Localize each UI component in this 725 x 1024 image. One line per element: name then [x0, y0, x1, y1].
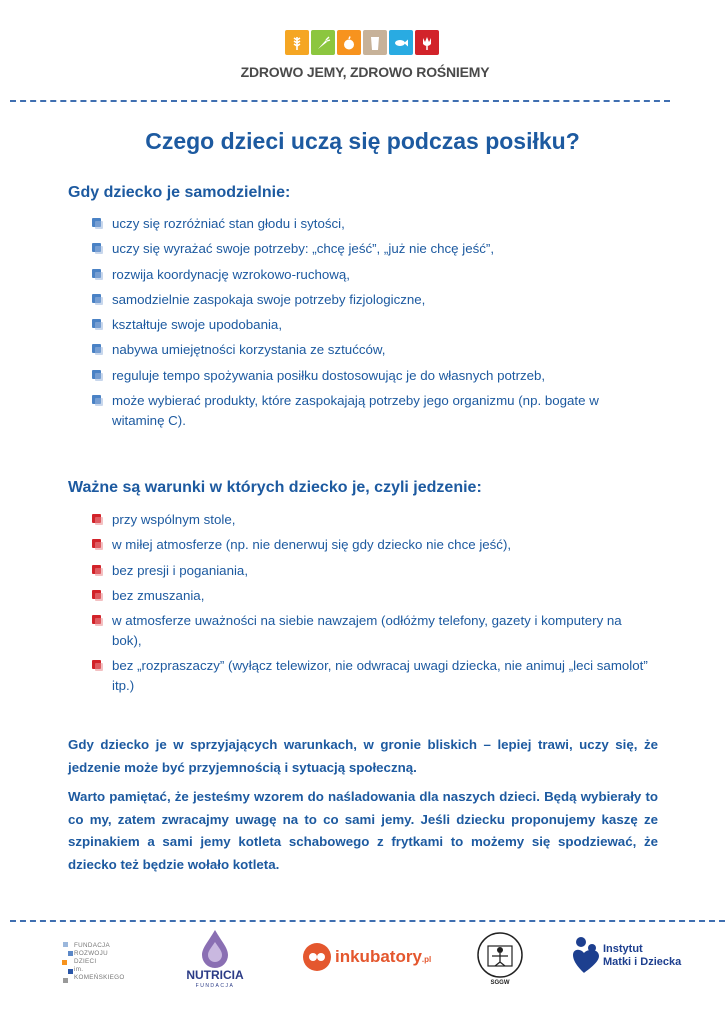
- self-feeding-list: [92, 214, 652, 436]
- list-item: [92, 586, 652, 606]
- list-item-text: nabywa umiejętności korzystania ze sztućców,: [112, 342, 386, 358]
- inkubatory-suffix: .pl: [421, 955, 432, 964]
- imd-line-1: Instytut: [603, 943, 643, 955]
- list-item: [92, 315, 652, 335]
- bullet-icon: [92, 395, 103, 406]
- list-item-text: uczy się wyrażać swoje potrzeby: „chcę jeść”, „już nie chcę jeść”,: [112, 241, 495, 257]
- nutricia-name: NUTRICIA: [186, 968, 244, 982]
- list-item: [92, 366, 652, 386]
- bullet-icon: [92, 565, 103, 576]
- fundacja-line-3: im. KOMEŃSKIEGO: [74, 966, 125, 981]
- list-item: [92, 656, 652, 696]
- list-item: [92, 535, 652, 555]
- fundacja-line-2: ROZWOJU DZIECI: [74, 950, 108, 965]
- list-item-text: bez zmuszania,: [112, 587, 205, 603]
- imd-text: [603, 943, 681, 969]
- bullet-icon: [92, 243, 103, 254]
- wheat-icon: [285, 30, 309, 55]
- sggw-label: SGGW: [490, 980, 510, 986]
- imd-line-2: Matki i Dziecka: [603, 956, 682, 968]
- list-item: [92, 611, 652, 651]
- list-item: [92, 561, 652, 581]
- bullet-icon: [92, 590, 103, 601]
- list-item-text: samodzielnie zaspokaja swoje potrzeby fizjologiczne,: [112, 291, 426, 307]
- drop-icon: [170, 928, 260, 968]
- bullet-icon: [92, 269, 103, 280]
- section-heading-conditions: Ważne są warunki w których dziecko je, czyli jedzenie:: [68, 479, 482, 496]
- heart-figures-icon: [570, 935, 602, 975]
- inkubatory-logo: [302, 940, 431, 974]
- list-item-text: przy wspólnym stole,: [112, 512, 236, 527]
- sggw-logo: [472, 930, 528, 990]
- nutricia-logo: [170, 928, 260, 988]
- list-item: [92, 239, 652, 259]
- summary-paragraph: Gdy dziecko je w sprzyjających warunkach, w gronie bliskich – lepiej trawi, uczy się, że jedzenie może być przyjemnością i sytuacją społeczną.: [68, 737, 658, 775]
- list-item-text: w atmosferze uważności na siebie nawzajem (odłóżmy telefony, gazety i komputery na bok),: [112, 613, 622, 648]
- instytut-matki-i-dziecka-logo: [570, 935, 682, 977]
- inkubatory-name: inkubatory: [335, 947, 422, 966]
- fundacja-text: [74, 942, 125, 982]
- list-item-text: rozwija koordynację wzrokowo-ruchową,: [112, 266, 350, 282]
- list-item-text: bez presji i poganiania,: [112, 562, 249, 578]
- fundacja-line-1: FUNDACJA: [74, 942, 110, 949]
- list-item-text: uczy się rozróżniać stan głodu i sytości,: [112, 216, 345, 231]
- bullet-icon: [92, 218, 103, 229]
- sggw-emblem-icon: [472, 930, 528, 980]
- role-model-paragraph: Warto pamiętać, że jesteśmy wzorem do naśladowania dla naszych dzieci. Będą wybierały to co my, zatem zwracajmy uwagę na to co sami jemy. Jeśli dziecku proponujemy kaszę ze szpinakiem a sami jemy kotleta schabowego z frytkami to możemy się spodziewać, że dziecko też będzie wołało kotleta.: [68, 789, 658, 872]
- bullet-icon: [92, 344, 103, 355]
- nutricia-sub: FUNDACJA: [195, 983, 235, 989]
- bottom-divider: [10, 920, 725, 922]
- apple-icon: [337, 30, 361, 55]
- page-title: Czego dzieci uczą się podczas posiłku?: [145, 128, 580, 154]
- inkubatory-text: [335, 947, 431, 967]
- list-item: [92, 391, 652, 431]
- bullet-icon: [92, 660, 103, 671]
- list-item-text: bez „rozpraszaczy” (wyłącz telewizor, nie odwracaj uwagi dziecka, nie animuj „leci samolot” itp.): [112, 658, 648, 694]
- bullet-icon: [92, 294, 103, 305]
- list-item: [92, 340, 652, 360]
- inkubatory-icon: [302, 942, 332, 972]
- fish-icon: [389, 30, 413, 55]
- list-item-text: reguluje tempo spożywania posiłku dostosowując je do własnych potrzeb,: [112, 367, 546, 383]
- fundacja-marks-icon: [60, 942, 74, 992]
- fundacja-komenskiego-logo: [60, 942, 125, 992]
- section-heading-self-feeding: Gdy dziecko je samodzielnie:: [68, 184, 291, 201]
- campaign-logo-icons: [285, 30, 441, 55]
- flower-icon: [415, 30, 439, 55]
- carrot-icon: [311, 30, 335, 55]
- bullet-icon: [92, 514, 103, 525]
- list-item: [92, 510, 652, 530]
- list-item-text: w miłej atmosferze (np. nie denerwuj się gdy dziecko nie chce jeść),: [112, 537, 512, 553]
- list-item-text: może wybierać produkty, które zaspokajają potrzeby jego organizmu (np. bogate w witaminę C).: [112, 393, 599, 428]
- list-item-text: kształtuje swoje upodobania,: [112, 317, 283, 333]
- top-divider: [10, 100, 670, 102]
- bullet-icon: [92, 539, 103, 550]
- bullet-icon: [92, 319, 103, 330]
- conditions-list: [92, 510, 652, 701]
- glass-icon: [363, 30, 387, 55]
- bullet-icon: [92, 615, 103, 626]
- list-item: [92, 214, 652, 234]
- list-item: [92, 265, 652, 285]
- list-item: [92, 290, 652, 310]
- header: [0, 0, 725, 100]
- bullet-icon: [92, 370, 103, 381]
- campaign-logo-text: ZDROWO JEMY, ZDROWO ROŚNIEMY: [240, 64, 490, 80]
